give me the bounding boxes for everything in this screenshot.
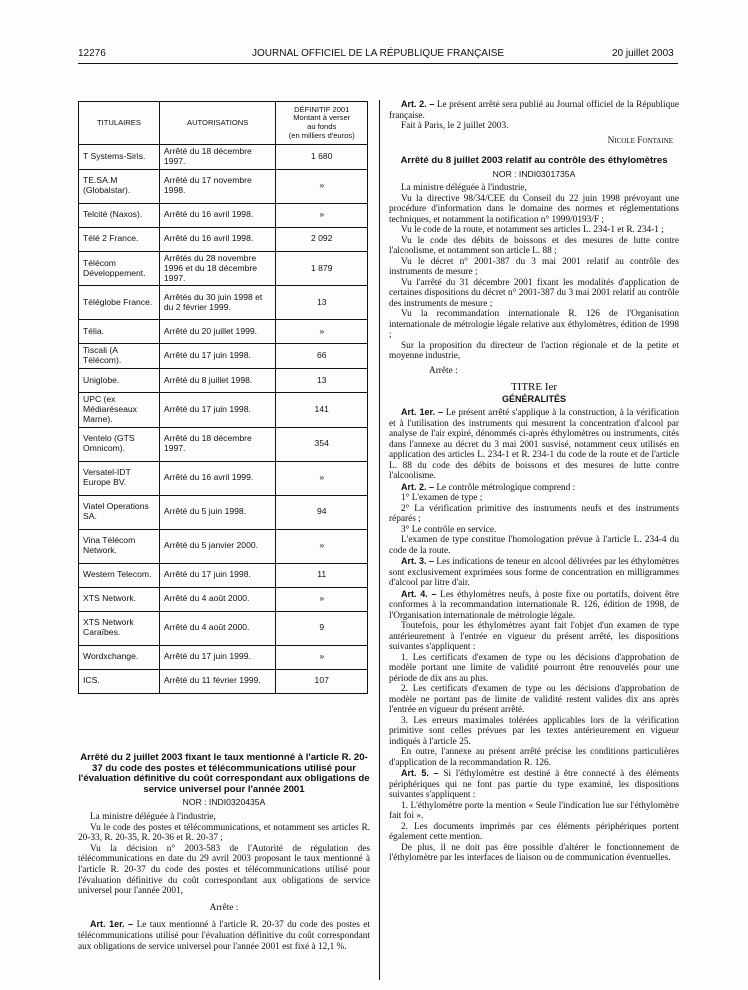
montant-cell: 13 [276,369,368,393]
list-item: 2. Les documents imprimés par ces éléments périphériques portent également cette mention. [389,821,679,843]
montant-cell: 66 [276,344,368,369]
article [389,768,679,801]
titulaire-cell: Versatel-IDT Europe BV. [79,461,160,495]
table-row [79,587,368,611]
autorisation-cell: Arrêtés du 28 novembre 1996 et du 18 décembre 1997. [159,251,276,286]
arrete-label: Arrête : [429,365,458,376]
article-2-prev [389,99,679,121]
titulaire-cell: Uniglobe. [79,369,160,393]
montant-cell: » [276,587,368,611]
titulaire-cell: Viatel Operations SA. [79,495,160,529]
decree-title: Arrêté du 8 juillet 2003 relatif au contrôle des éthylomètres [400,155,668,166]
paragraph: Sur la proposition du directeur de l'action régionale et de la petite et moyenne industrie, [389,340,679,362]
table-row [79,495,368,529]
titulaire-cell: Wordxchange. [79,645,160,669]
montant-cell: 13 [276,286,368,320]
montant-cell: 11 [276,563,368,587]
list-item: 3° Le contrôle en service. [401,524,497,535]
article-label: Art. 1er. – [90,919,134,930]
article-text: Les indications de teneur en alcool délivrées par les éthylomètres sont exclusivement exprimées sous forme de concentration en milligrammes d'alcool par litre d'air. [389,557,680,589]
table-row [79,169,368,203]
table-row [79,611,368,645]
autorisation-cell: Arrêté du 17 juin 1998. [159,393,276,428]
left-article [78,753,370,952]
table-row [79,461,368,495]
montant-cell: 354 [276,427,368,461]
autorisation-cell: Arrêté du 17 juin 1998. [159,563,276,587]
titulaire-cell: XTS Network Caraïbes. [79,611,160,645]
table-row [79,669,368,693]
signature: Nicole Fontaine [607,135,673,146]
list-item: 3. Les erreurs maximales tolérées applicables lors de la vérification primitive sont celles prévues par les textes antérieurement en vigueur indiqués à l'article 25. [389,715,679,747]
titulaire-cell: Télécom Développement. [79,251,160,286]
nor-reference: NOR : INDI0301735A [492,168,576,179]
article-label: Art. 4. – [401,588,437,599]
montant-cell: 107 [276,669,368,693]
list-item: 1. L'éthylomètre porte la mention « Seule l'indication lue sur l'éthylomètre fait foi ». [389,800,679,822]
article [389,407,679,482]
arrete-label: Arrête : [209,902,239,913]
article-text: Le présent arrêté sera publié au Journal officiel de la République française. [389,100,679,121]
table-row [79,286,368,320]
titulaire-cell: Western Telecom. [79,563,160,587]
paragraph: Vu le code des débits de boissons et des mesures de lutte contre l'alcoolisme, et notamment son article L. 88 ; [389,235,679,257]
table-row [79,344,368,369]
article-text: Le contrôle métrologique comprend : [436,482,576,493]
column-separator [379,100,380,980]
titre-heading: TITRE Ier [510,381,558,394]
montant-cell: 141 [276,393,368,428]
section-heading: GÉNÉRALITÉS [501,393,566,404]
paragraph: En outre, l'annexe au présent arrêté précise les conditions particulières d'application de la recommandation R. 126. [389,747,679,768]
article-text: Le taux mentionné à l'article R. 20-37 du code des postes et télécommunications utilisé pour l'évaluation définitive du coût correspondant aux obligations de service universel pour l'année 2001 est fixé à 12,1 %. [78,920,371,952]
paragraph: Toutefois, pour les éthylomètres ayant fait l'objet d'un examen de type antérieurement à l'entrée en vigueur du présent arrêté, les dispositions suivantes s'appliquent : [389,621,679,653]
column-header-definitif: DÉFINITIF 2001 Montant à verser au fonds (en milliers d'euros) [276,102,368,145]
article-label: Art. 5. – [401,768,439,779]
titulaire-cell: Ventelo (GTS Omnicom). [79,427,160,461]
autorisation-cell: Arrêtés du 30 juin 1998 et du 2 février 1999. [159,286,276,320]
issue-date: 20 juillet 2003 [612,48,674,59]
paragraph: Fait à Paris, le 2 juillet 2003. [401,121,509,131]
titulaire-cell: Télia. [79,320,160,344]
page-number: 12276 [78,48,106,59]
montant-cell: 94 [276,495,368,529]
article-label: Art. 2. – [401,481,435,492]
journal-title: JOURNAL OFFICIEL DE LA RÉPUBLIQUE FRANÇAISE [252,48,505,59]
column-header-autorisations: AUTORISATIONS [159,102,276,145]
list-item: 2° La vérification primitive des instruments neufs et des instruments réparés ; [389,503,679,525]
header-rule [78,63,678,64]
list-item: 1. Les certificats d'examen de type ou les décisions d'approbation de modèle portant une limite de validité pourront être renouvelés pour une période de dix ans au plus. [389,652,679,684]
table-row [79,645,368,669]
titulaire-cell: T Systems-Siris. [79,145,160,170]
titulaire-cell: Vina Télécom Network. [79,529,160,563]
article [389,556,679,589]
montant-cell: » [276,320,368,344]
titulaire-cell: Téléglobe France. [79,286,160,320]
table-row [79,227,368,251]
autorisation-cell: Arrêté du 16 avril 1998. [159,203,276,227]
autorisation-cell: Arrêté du 16 avril 1999. [159,461,276,495]
titulaire-cell: TE.SA.M (Globalstar). [79,169,160,203]
table-row [79,320,368,344]
montant-cell: 1 879 [276,251,368,286]
article-text: Le présent arrêté s'applique à la construction, à la vérification et à l'utilisation des instruments qui mesurent la concentration d'alcool par analyse de l'air expiré, dénommés ci-après éthylomètres ou instruments, cités dans l'annexe au décret du 3 mai 2001 susvisé, notamment ceux utilisés en application des articles L. 234-1 et R. 234-1 du code de la route et de l'article L. 88 du code des débits de boissons et des mesures de lutte contre l'alcoolisme. [389,408,679,482]
table-row [79,393,368,428]
autorisation-cell: Arrêté du 8 juillet 1998. [159,369,276,393]
montant-cell: 1 680 [276,145,368,170]
autorisation-cell: Arrêté du 17 juin 1999. [159,645,276,669]
paragraph: Vu l'arrêté du 31 décembre 2001 fixant les modalités d'application de certaines dispositions du décret n° 2001-387 du 3 mai 2001 relatif au contrôle des instruments de mesure ; [389,277,679,309]
autorisation-cell: Arrêté du 16 avril 1998. [159,227,276,251]
autorisation-cell: Arrêté du 18 décembre 1997. [159,427,276,461]
titulaire-cell: Télé 2 France. [79,227,160,251]
paragraph: Vu la directive 98/34/CEE du Conseil du 22 juin 1998 prévoyant une procédure d'information dans le domaine des normes et réglementations techniques, et notamment la notification n° 1999/0193/F ; [389,193,679,225]
table-row [79,563,368,587]
paragraph: Vu la recommandation internationale R. 126 de l'Organisation internationale de métrologie légale relative aux éthylomètres, édition de 1998 ; [389,309,679,341]
paragraph: La ministre déléguée à l'industrie, [401,183,527,194]
montant-cell: 9 [276,611,368,645]
column-header-titulaires: TITULAIRES [79,102,160,145]
article-label: Art. 1er. – [401,407,443,418]
autorisation-cell: Arrêté du 11 février 1999. [159,669,276,693]
autorisation-cell: Arrêté du 17 novembre 1998. [159,169,276,203]
paragraph: Vu le code des postes et télécommunications, et notamment ses articles R. 20-33, R. 20-35, R. 20-36 et R. 20-37 ; [78,822,370,844]
paragraph: Vu la décision n° 2003-583 de l'Autorité de régulation des télécommunications en date du 29 avril 2003 proposant le taux mentionné à l'article R. 20-37 du code des postes et télécommunications utilisé pour l'évaluation définitive du coût correspondant aux obligations de service universel pour l'année 2001, [78,843,370,897]
montant-cell: » [276,461,368,495]
montant-cell: » [276,203,368,227]
table-row [79,251,368,286]
paragraph: L'examen de type constitue l'homologation prévue à l'article L. 234-4 du code de la route. [389,535,679,556]
article-label: Art. 3. – [401,556,435,567]
article-label: Art. 2. – [401,99,435,109]
autorisation-cell: Arrêté du 20 juillet 1999. [159,320,276,344]
paragraph: La ministre déléguée à l'industrie, [90,811,216,822]
list-item: 1° L'examen de type ; [401,493,483,504]
paragraph: Vu le décret n° 2001-387 du 3 mai 2001 relatif au contrôle des instruments de mesure ; [389,256,679,278]
autorisation-cell: Arrêté du 18 décembre 1997. [159,145,276,170]
montant-cell: 2 092 [276,227,368,251]
autorisation-cell: Arrêté du 5 juin 1998. [159,495,276,529]
nor-reference: NOR : INDI0320435A [182,797,266,808]
titulaire-cell: Tiscali (A Télécom). [79,344,160,369]
titulaire-cell: ICS. [79,669,160,693]
article-text: Les éthylomètres neufs, à poste fixe ou portatifs, doivent être conformes à la recommandation internationale R. 126, édition de 1998, de l'Organisation internationale de métrologie légale. [389,589,679,621]
decree-title: Arrêté du 2 juillet 2003 fixant le taux mentionné à l'article R. 20-37 du code des postes et télécommunications utilisé pour l'évaluation définitive du coût correspondant aux obligations de service universel pour l'année 2001 [78,752,370,795]
article [389,482,679,494]
article [389,589,679,622]
titulaire-cell: XTS Network. [79,587,160,611]
montant-cell: » [276,645,368,669]
table-row [79,369,368,393]
autorisation-cell: Arrêté du 4 août 2000. [159,587,276,611]
table-row [79,427,368,461]
right-column [389,99,679,864]
montant-cell: » [276,529,368,563]
table-row [79,529,368,563]
autorisation-cell: Arrêté du 4 août 2000. [159,611,276,645]
operators-table [78,101,368,694]
paragraph: De plus, il ne doit pas être possible d'altérer le fonctionnement de l'éthylomètre par les interfaces de liaison ou de communication éventuelles. [389,842,679,864]
titulaire-cell: Telcité (Naxos). [79,203,160,227]
article-1 [78,919,370,952]
montant-cell: » [276,169,368,203]
autorisation-cell: Arrêté du 17 juin 1998. [159,344,276,369]
titulaire-cell: UPC (ex Médiaréseaux Marne). [79,393,160,428]
list-item: 2. Les certificats d'examen de type ou les décisions d'approbation de modèle ne portant pas de limite de validité restent valides dix ans après l'entrée en vigueur du présent arrêté. [389,684,679,716]
autorisation-cell: Arrêté du 5 janvier 2000. [159,529,276,563]
article-text: Si l'éthylomètre est destiné à être connecté à des éléments périphériques qui ne font pas partie du type examiné, les dispositions suivantes s'appliquent : [389,769,680,801]
table-row [79,203,368,227]
paragraph: Vu le code de la route, et notamment ses articles L. 234-1 et R. 234-1 ; [401,225,664,236]
table-row [79,145,368,170]
